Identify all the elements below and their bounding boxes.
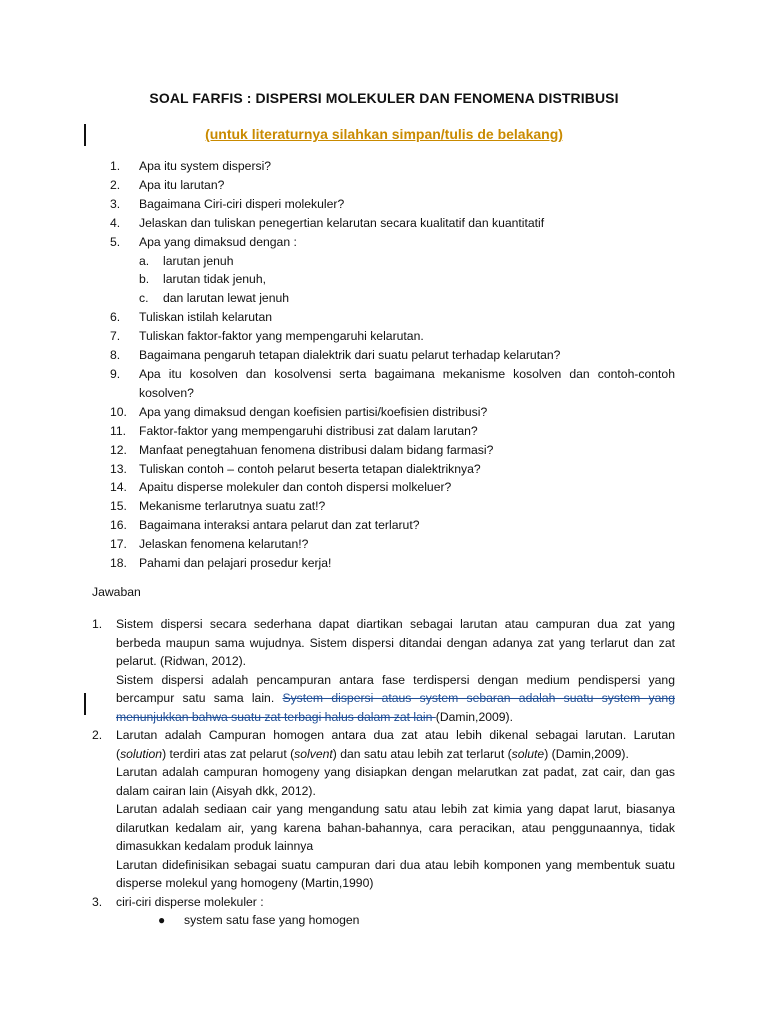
item-text: Tuliskan istilah kelarutan (139, 310, 272, 325)
answer-body (116, 726, 675, 893)
paragraph-text: Larutan adalah Campuran homogen antara dua zat atau lebih dikenal sebagai larutan. Larutan ( (116, 728, 675, 761)
item-text: Tuliskan contoh – contoh pelarut beserta tetapan dialektriknya? (139, 461, 481, 476)
item-text: Bagaimana interaksi antara pelarut dan zat terlarut? (139, 518, 420, 533)
list-item (110, 535, 675, 554)
italic-term: solute (511, 746, 545, 761)
list-item (110, 176, 675, 195)
paragraph-text: ) terdiri atas zat pelarut ( (162, 746, 295, 761)
item-text: Jelaskan fenomena kelarutan!? (139, 537, 309, 552)
list-item (110, 365, 675, 403)
item-number: 12. (110, 442, 127, 457)
item-number: 5. (110, 234, 121, 249)
item-text: Tuliskan faktor-faktor yang mempengaruhi kelarutan. (139, 329, 424, 344)
item-number: 17. (110, 537, 127, 552)
question-list (110, 157, 675, 573)
sub-item-letter: c. (139, 291, 149, 306)
list-item (110, 346, 675, 365)
item-number: 2. (92, 728, 103, 742)
list-item (110, 422, 675, 441)
answer-paragraph: Larutan adalah campuran homogeny yang disiapkan dengan melarutkan zat padat, zat cair, dan gas dalam cairan lain (Aisyah dkk, 2012). (116, 765, 675, 798)
item-text: Manfaat penegtahuan fenomena distribusi dalam bidang farmasi? (139, 442, 494, 457)
item-text: Mekanisme terlarutnya suatu zat!? (139, 499, 326, 514)
item-text: Pahami dan pelajari prosedur kerja! (139, 556, 332, 571)
item-text: Jelaskan dan tuliskan penegertian kelarutan secara kualitatif dan kuantitatif (139, 215, 545, 230)
item-text: Bagaimana pengaruh tetapan dialektrik dari suatu pelarut terhadap kelarutan? (139, 348, 561, 363)
item-number: 18. (110, 556, 127, 571)
answer-body (116, 893, 675, 912)
item-text: Apa itu system dispersi? (139, 159, 272, 173)
item-text: Apa yang dimaksud dengan : (139, 234, 297, 249)
answers-heading: Jawaban (92, 585, 141, 599)
list-item (110, 214, 675, 233)
paragraph-text: ) (Damin,2009). (544, 746, 629, 761)
list-item (110, 195, 675, 214)
list-item (92, 726, 675, 893)
list-item (110, 478, 675, 497)
paragraph-text: Sistem dispersi adalah pencampuran antara fase terdispersi dengan medium pendispersi yang bercampur satu sama lain. (116, 672, 675, 705)
bullet-item (92, 911, 675, 930)
item-number: 10. (110, 404, 127, 419)
sub-item-text: dan larutan lewat jenuh (163, 291, 290, 306)
item-number: 8. (110, 348, 121, 363)
item-number: 14. (110, 480, 127, 495)
sub-list-item (110, 270, 675, 289)
citation: (Damin,2009). (435, 709, 514, 724)
italic-term: solvent (294, 746, 333, 761)
list-item (110, 497, 675, 516)
italic-term: solution (120, 746, 163, 761)
page-subtitle: (untuk literaturnya silahkan simpan/tulis de belakang) (205, 126, 563, 142)
list-item (110, 327, 675, 346)
answer-paragraph: Larutan adalah sediaan cair yang mengandung satu atau lebih zat kimia yang dapat larut, biasanya dilarutkan kedalam air, yang karena bahan-bahannya, cara peracikan, atau penggunaannya, tidak dimasukkan kedalam produk lainnya (116, 802, 675, 853)
sub-item-letter: a. (139, 253, 150, 268)
item-number: 1. (110, 159, 121, 173)
answer-paragraph: Sistem dispersi secara sederhana dapat diartikan sebagai larutan atau campuran dua zat yang berbeda maupun sama wujudnya. Sistem dispersi ditandai dengan adanya zat yang terlarut dan zat pelarut. (Ridwan, 2012). (116, 617, 675, 668)
sub-list-item (110, 252, 675, 271)
item-text: Bagaimana Ciri-ciri disperi molekuler? (139, 196, 345, 211)
list-item (92, 615, 675, 726)
item-number: 16. (110, 518, 127, 533)
item-text: Faktor-faktor yang mempengaruhi distribusi zat dalam larutan? (139, 423, 478, 438)
paragraph-text: ) dan satu atau lebih zat terlarut ( (332, 746, 512, 761)
item-text: Apa itu kosolven dan kosolvensi serta bagaimana mekanisme kosolven dan contoh-contoh kosolven? (139, 366, 675, 400)
item-number: 15. (110, 499, 127, 514)
item-number: 1. (92, 617, 103, 631)
answer-paragraph (116, 726, 675, 763)
item-number: 13. (110, 461, 127, 476)
list-item (92, 893, 675, 912)
sub-item-text: larutan tidak jenuh, (163, 272, 266, 287)
list-item (110, 233, 675, 252)
sub-item-text: larutan jenuh (163, 253, 234, 268)
sub-item-letter: b. (139, 272, 150, 287)
item-number: 4. (110, 215, 121, 230)
list-item (110, 157, 675, 176)
item-number: 9. (110, 366, 121, 381)
item-number: 2. (110, 177, 121, 192)
struck-text: System dispersi ataus system sebaran adalah suatu system yang menunjukkan bahwa suatu zat terbagi halus dalam zat lain (116, 691, 675, 724)
item-number: 3. (110, 196, 121, 211)
answer-list (92, 615, 675, 930)
list-item (110, 516, 675, 535)
bullet-text: system satu fase yang homogen (184, 913, 360, 927)
item-text: Apaitu disperse molekuler dan contoh dispersi molkeluer? (139, 480, 452, 495)
answer-paragraph (116, 671, 675, 727)
list-item (110, 460, 675, 479)
list-item (110, 308, 675, 327)
page-title: SOAL FARFIS : DISPERSI MOLEKULER DAN FENOMENA DISTRIBUSI (149, 90, 619, 106)
answer-paragraph: Larutan didefinisikan sebagai suatu campuran dari dua atau lebih komponen yang membentuk suatu disperse molekul yang homogeny (Martin,1990) (116, 857, 675, 890)
text-cursor (84, 693, 86, 715)
item-text: Apa yang dimaksud dengan koefisien partisi/koefisien distribusi? (139, 404, 488, 419)
answer-body (116, 615, 675, 726)
bullet-icon: ● (158, 913, 166, 927)
item-number: 7. (110, 329, 121, 344)
answer-paragraph: ciri-ciri disperse molekuler : (116, 894, 264, 909)
item-text: Apa itu larutan? (139, 177, 225, 192)
item-number: 6. (110, 310, 121, 325)
item-number: 3. (92, 894, 103, 909)
list-item (110, 403, 675, 422)
item-number: 11. (110, 423, 127, 438)
sub-list-item (110, 289, 675, 308)
list-item (110, 554, 675, 573)
list-item (110, 441, 675, 460)
